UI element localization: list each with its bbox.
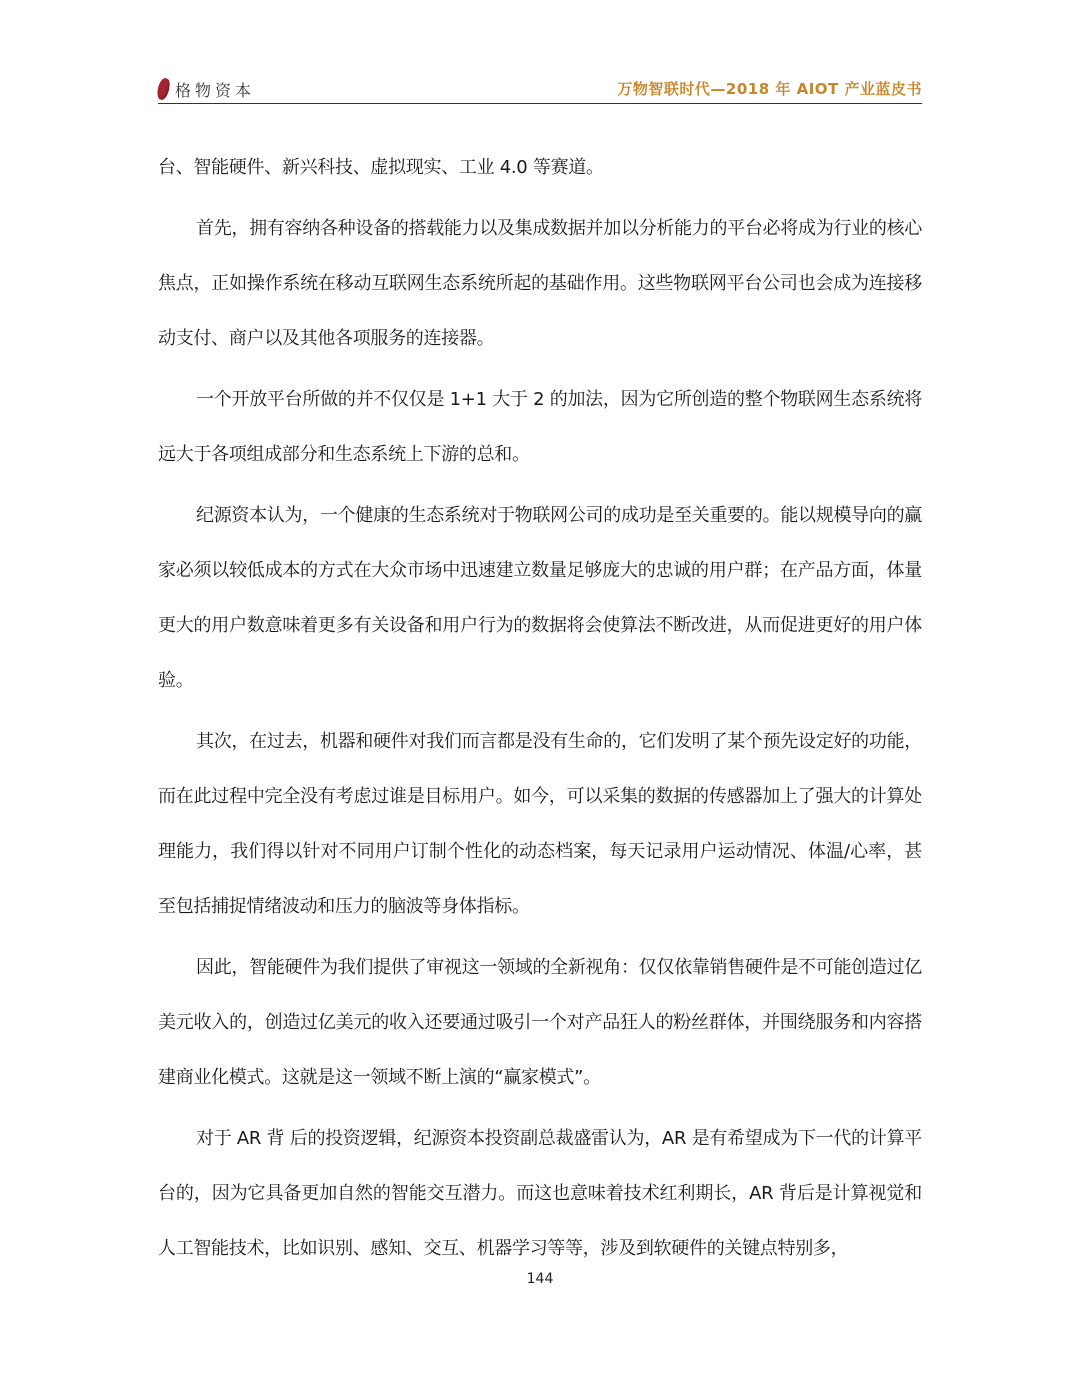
logo [158,76,255,102]
paragraph: 因此，智能硬件为我们提供了审视这一领域的全新视角：仅仅依靠销售硬件是不可能创造过亿美元收入的，创造过亿美元的收入还要通过吸引一个对产品狂人的粉丝群体，并围绕服务和内容搭建商业化模式。这就是这一领域不断上演的“赢家模式”。 [158,957,922,1088]
header-title: 万物智联时代—2018 年 AIOT 产业蓝皮书 [617,80,922,98]
paragraph: 首先，拥有容纳各种设备的搭载能力以及集成数据并加以分析能力的平台必将成为行业的核心焦点，正如操作系统在移动互联网生态系统所起的基础作用。这些物联网平台公司也会成为连接移动支付、商户以及其他各项服务的连接器。 [158,218,922,349]
logo-text: 格物资本 [175,80,256,100]
header-divider [158,103,922,104]
paragraph: 对于 AR 背 后的投资逻辑，纪源资本投资副总裁盛雷认为，AR 是有希望成为下一代的计算平台的，因为它具备更加自然的智能交互潜力。而这也意味着技术红利期长，AR 背后是计算视觉和人工智能技术，比如识别、感知、交互、机器学习等等，涉及到软硬件的关键点特别多， [158,1128,922,1259]
paragraph: 其次，在过去，机器和硬件对我们而言都是没有生命的，它们发明了某个预先设定好的功能，而在此过程中完全没有考虑过谁是目标用户。如今，可以采集的数据的传感器加上了强大的计算处理能力，我们得以针对不同用户订制个性化的动态档案，每天记录用户运动情况、体温/心率，甚至包括捕捉情绪波动和压力的脑波等身体指标。 [158,731,922,917]
body-text [158,140,922,1282]
paragraph: 纪源资本认为，一个健康的生态系统对于物联网公司的成功是至关重要的。能以规模导向的赢家必须以较低成本的方式在大众市场中迅速建立数量足够庞大的忠诚的用户群；在产品方面，体量更大的用户数意味着更多有关设备和用户行为的数据将会使算法不断改进，从而促进更好的用户体验。 [158,505,922,691]
page-number: 144 [526,1271,554,1287]
logo-mark-icon [156,77,171,101]
page-header [158,74,922,104]
paragraph: 一个开放平台所做的并不仅仅是 1+1 大于 2 的加法，因为它所创造的整个物联网生态系统将远大于各项组成部分和生态系统上下游的总和。 [158,389,922,465]
paragraph: 台、智能硬件、新兴科技、虚拟现实、工业 4.0 等赛道。 [158,157,604,178]
